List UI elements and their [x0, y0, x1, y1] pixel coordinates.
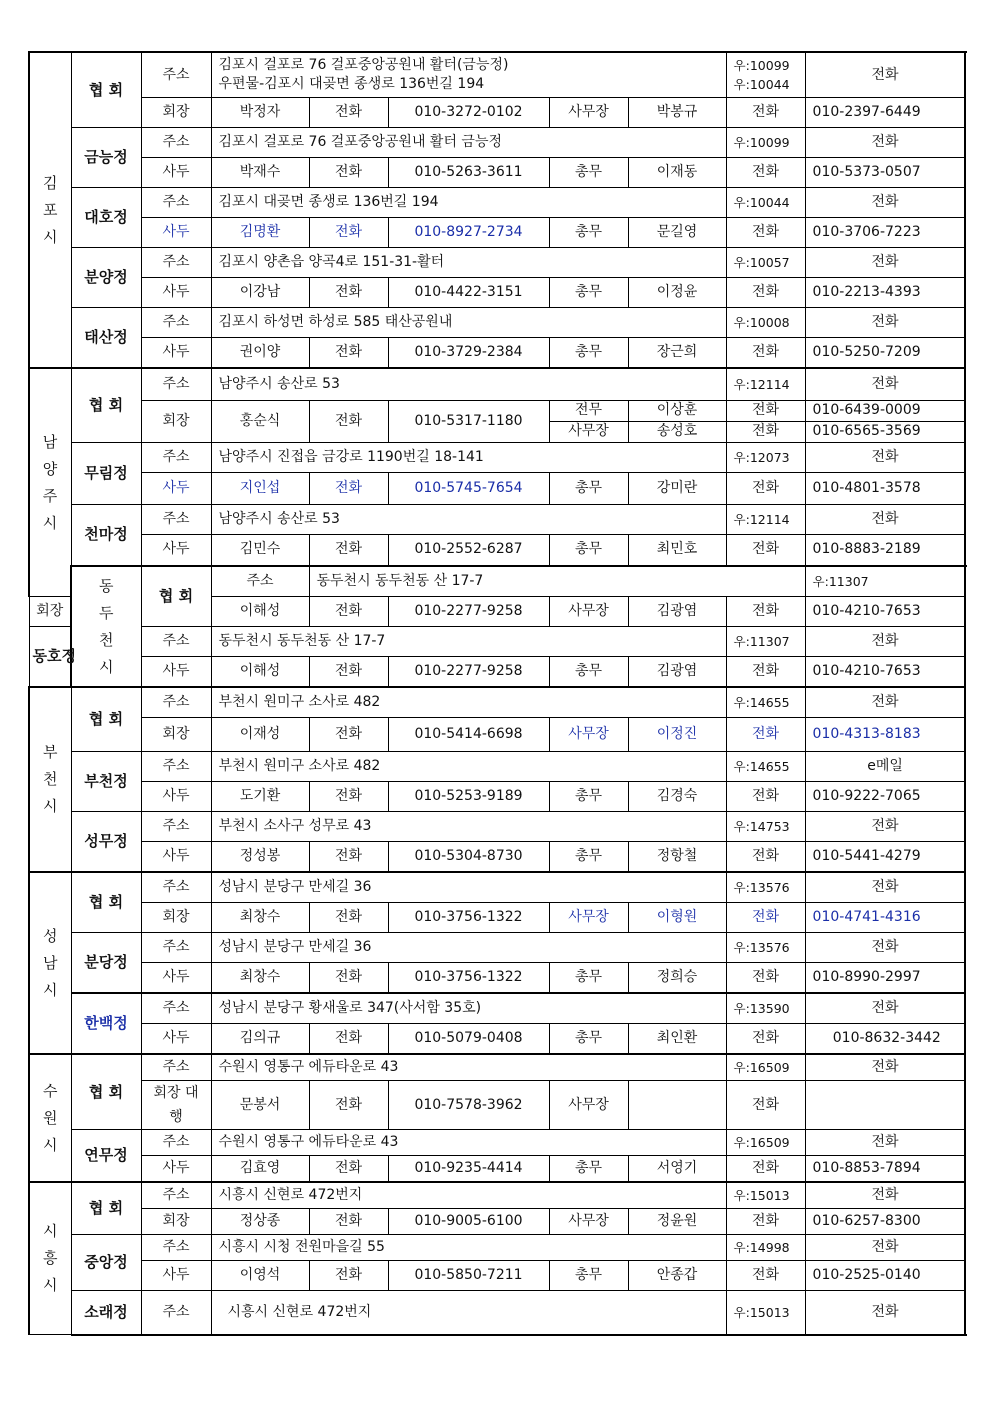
role: 총무: [549, 657, 628, 688]
address: 김포시 하성면 하성로 585 태산공원내: [211, 308, 726, 338]
mobile: 010-2277-9258: [388, 597, 549, 627]
address: 성남시 분당구 만세길 36: [211, 933, 726, 963]
person: 지인섭: [211, 472, 309, 504]
person: 김광염: [628, 597, 726, 627]
mobile: 010-5317-1180: [388, 400, 549, 442]
group-name: 천마정: [71, 504, 141, 566]
person: 김효영: [211, 1156, 309, 1183]
zip-code: 우:15013: [726, 1182, 805, 1209]
person: 이형원: [628, 903, 726, 933]
group-name: 협 회: [141, 566, 211, 627]
role: 사무장: [549, 597, 628, 627]
zip-code: 우:16509: [726, 1054, 805, 1081]
phone-label: 전화: [726, 472, 805, 504]
address-label: 주소: [141, 1130, 211, 1156]
address: 김포시 대곶면 종생로 136번길 194: [211, 188, 726, 218]
phone-label: 전화: [805, 1182, 965, 1209]
city-cell: 김포시: [29, 52, 71, 368]
phone-label: 전화: [805, 308, 965, 338]
address: 부천시 원미구 소사로 482: [211, 752, 726, 782]
person: 강미란: [628, 472, 726, 504]
phone-label: 전화: [726, 278, 805, 308]
role: 총무: [549, 1024, 628, 1055]
mobile: 010-8927-2734: [388, 218, 549, 248]
mobile: 010-2525-0140: [805, 1261, 965, 1291]
zip-code: 우:12073: [726, 442, 805, 472]
phone-label: 전화: [726, 1081, 805, 1130]
group-name: 대호정: [71, 188, 141, 248]
person: 박정자: [211, 98, 309, 128]
role: 총무: [549, 472, 628, 504]
address: 성남시 분당구 황새울로 347(사서함 35호): [211, 993, 726, 1024]
address: 시흥시 시청 전원마을길 55: [211, 1235, 726, 1261]
phone-label: 전화: [726, 782, 805, 812]
person: 정희승: [628, 963, 726, 994]
group-name: 협 회: [71, 1182, 141, 1235]
person: 이정윤: [628, 278, 726, 308]
city-cell: 동두천시: [71, 566, 141, 687]
person: 박재수: [211, 158, 309, 188]
person: 최인환: [628, 1024, 726, 1055]
role: 총무: [549, 963, 628, 994]
mobile: 010-4210-7653: [805, 657, 965, 688]
phone-label: 전화: [805, 687, 965, 718]
person: 박봉규: [628, 98, 726, 128]
phone-label: 전화: [726, 218, 805, 248]
address: 남양주시 송산로 53: [211, 368, 726, 400]
zip-code: 우:14753: [726, 812, 805, 842]
phone-label: 전화: [309, 597, 388, 627]
address: 동두천시 동두천동 산 17-7: [211, 627, 726, 657]
group-name: 금능정: [71, 128, 141, 188]
phone-label: 전화: [726, 718, 805, 752]
address-label: 주소: [141, 872, 211, 903]
role: 회장: [141, 1209, 211, 1235]
person: 문봉서: [211, 1081, 309, 1130]
phone-label: 전화: [309, 400, 388, 442]
phone-label: 전화: [309, 842, 388, 873]
phone-label: 전화: [309, 1081, 388, 1130]
person: 정상종: [211, 1209, 309, 1235]
group-name: 협 회: [71, 52, 141, 128]
city-cell: 성남시: [29, 872, 71, 1054]
zip-code: 우:10044: [726, 188, 805, 218]
person: 최창수: [211, 903, 309, 933]
role: 총무: [549, 1156, 628, 1183]
city-cell: 시흥시: [29, 1182, 71, 1335]
address-label: 주소: [141, 1054, 211, 1081]
person: 장근희: [628, 338, 726, 369]
mobile: 010-3272-0102: [388, 98, 549, 128]
address: 남양주시 송산로 53: [211, 504, 726, 534]
role: 사무장: [549, 718, 628, 752]
address: 남양주시 진접읍 금강로 1190번길 18-141: [211, 442, 726, 472]
mobile: 010-3756-1322: [388, 903, 549, 933]
mobile: 010-5304-8730: [388, 842, 549, 873]
phone-label: 전화: [805, 1054, 965, 1081]
address-label: 주소: [141, 1291, 211, 1335]
zip-code: 우:14998: [726, 1235, 805, 1261]
mobile: 010-2213-4393: [805, 278, 965, 308]
phone-label: 전화: [726, 597, 805, 627]
group-name: 부천정: [71, 752, 141, 812]
role: 회장: [141, 718, 211, 752]
group-name: 협 회: [71, 872, 141, 933]
mobile: 010-4210-7653: [805, 597, 965, 627]
phone-label: 전화: [805, 812, 965, 842]
mobile: 010-4741-4316: [805, 903, 965, 933]
phone-label: 전화: [805, 368, 965, 400]
mobile: 010-5079-0408: [388, 1024, 549, 1055]
person: 이상훈: [628, 400, 726, 421]
zip-code: 우:12114: [726, 368, 805, 400]
phone-label: 전화: [726, 657, 805, 688]
mobile: 010-5745-7654: [388, 472, 549, 504]
city-cell: 수원시: [29, 1054, 71, 1182]
mobile: 010-5250-7209: [805, 338, 965, 369]
mobile: 010-8883-2189: [805, 534, 965, 566]
zip-code: 우:10099 우:10044: [726, 52, 805, 98]
phone-label: 전화: [309, 1261, 388, 1291]
phone-label: 전화: [726, 1024, 805, 1055]
mobile: 010-6439-0009: [805, 400, 965, 421]
person: 김광염: [628, 657, 726, 688]
person: 이정진: [628, 718, 726, 752]
person: 홍순식: [211, 400, 309, 442]
phone-label: 전화: [309, 98, 388, 128]
phone-label: 전화: [726, 963, 805, 994]
mobile: 010-9235-4414: [388, 1156, 549, 1183]
phone-label: 전화: [309, 718, 388, 752]
phone-label: 전화: [309, 472, 388, 504]
phone-label: 전화: [726, 98, 805, 128]
phone-label: 전화: [805, 52, 965, 98]
person: 이강남: [211, 278, 309, 308]
address-label: 주소: [141, 368, 211, 400]
address-label: 주소: [211, 566, 309, 597]
role: 사두: [141, 218, 211, 248]
person: 김경숙: [628, 782, 726, 812]
person: 서영기: [628, 1156, 726, 1183]
phone-label: 전화: [309, 963, 388, 994]
person: 정항철: [628, 842, 726, 873]
person: 안종갑: [628, 1261, 726, 1291]
address-label: 주소: [141, 1182, 211, 1209]
role: 회장: [141, 400, 211, 442]
role: 사두: [141, 338, 211, 369]
address: 수원시 영통구 에듀타운로 43: [211, 1054, 726, 1081]
zip-code: 우:12114: [726, 504, 805, 534]
phone-label: 전화: [726, 1156, 805, 1183]
person: 이재성: [211, 718, 309, 752]
phone-label: 전화: [726, 1209, 805, 1235]
phone-label: 전화: [805, 1235, 965, 1261]
mobile: 010-4313-8183: [805, 718, 965, 752]
mobile: 010-5373-0507: [805, 158, 965, 188]
address: 동두천시 동두천동 산 17-7: [309, 566, 805, 597]
zip-code: 우:10008: [726, 308, 805, 338]
mobile: 010-2277-9258: [388, 657, 549, 688]
role: 총무: [549, 1261, 628, 1291]
group-name: 협 회: [71, 368, 141, 442]
phone-label: 전화: [726, 400, 805, 421]
phone-label: 전화: [805, 504, 965, 534]
group-name: 성무정: [71, 812, 141, 873]
zip-code: 우:13590: [726, 993, 805, 1024]
role: 회장: [29, 597, 71, 627]
mobile: 010-5441-4279: [805, 842, 965, 873]
mobile: 010-4801-3578: [805, 472, 965, 504]
group-name: 태산정: [71, 308, 141, 369]
address-label: 주소: [141, 627, 211, 657]
phone-label: 전화: [805, 128, 965, 158]
email-label: e메일: [805, 752, 965, 782]
zip-code: 우:10099: [726, 128, 805, 158]
role: 총무: [549, 782, 628, 812]
role: 총무: [549, 278, 628, 308]
address-label: 주소: [141, 933, 211, 963]
phone-label: 전화: [309, 534, 388, 566]
phone-label: 전화: [805, 1130, 965, 1156]
address: 성남시 분당구 만세길 36: [211, 872, 726, 903]
phone-label: 전화: [309, 657, 388, 688]
address: 수원시 영통구 에듀타운로 43: [211, 1130, 726, 1156]
person: [628, 1081, 726, 1130]
address: 부천시 원미구 소사로 482: [211, 687, 726, 718]
phone-label: 전화: [805, 248, 965, 278]
phone-label: 전화: [726, 903, 805, 933]
mobile: 010-8990-2997: [805, 963, 965, 994]
zip-code: 우:13576: [726, 933, 805, 963]
person: 문길영: [628, 218, 726, 248]
phone-label: 전화: [309, 903, 388, 933]
phone-label: 전화: [805, 993, 965, 1024]
phone-label: 전화: [726, 338, 805, 369]
mobile: 010-3706-7223: [805, 218, 965, 248]
mobile: 010-5263-3611: [388, 158, 549, 188]
mobile: 010-3756-1322: [388, 963, 549, 994]
person: 이영석: [211, 1261, 309, 1291]
phone-label: 전화: [726, 534, 805, 566]
address: 부천시 소사구 성무로 43: [211, 812, 726, 842]
person: 김민수: [211, 534, 309, 566]
group-name: 연무정: [71, 1130, 141, 1183]
role: 총무: [549, 158, 628, 188]
phone-label: 전화: [805, 933, 965, 963]
phone-label: 전화: [805, 627, 965, 657]
address-label: 주소: [141, 687, 211, 718]
role: 사무장: [549, 903, 628, 933]
group-name: 한백정: [71, 993, 141, 1054]
mobile: 010-9222-7065: [805, 782, 965, 812]
address-label: 주소: [141, 188, 211, 218]
phone-label: 전화: [726, 1261, 805, 1291]
person: 최민호: [628, 534, 726, 566]
phone-label: 전화: [726, 842, 805, 873]
person: 도기환: [211, 782, 309, 812]
person: 김명환: [211, 218, 309, 248]
phone-label: 전화: [309, 1024, 388, 1055]
role: 사두: [141, 1156, 211, 1183]
address-label: 주소: [141, 52, 211, 98]
address: 김포시 걸포로 76 걸포중앙공원내 활터 금능정: [211, 128, 726, 158]
mobile: 010-8632-3442: [805, 1024, 965, 1055]
role: 총무: [549, 218, 628, 248]
phone-label: 전화: [805, 1291, 965, 1335]
address-label: 주소: [141, 128, 211, 158]
address-label: 주소: [141, 504, 211, 534]
address-label: 주소: [141, 1235, 211, 1261]
address-label: 주소: [141, 812, 211, 842]
phone-label: 전화: [805, 442, 965, 472]
mobile: 010-7578-3962: [388, 1081, 549, 1130]
role: 사두: [141, 534, 211, 566]
zip-code: 우:10057: [726, 248, 805, 278]
city-cell: 남양주시: [29, 368, 71, 597]
role: 사두: [141, 158, 211, 188]
zip-code: 우:13576: [726, 872, 805, 903]
person: 이해성: [211, 597, 309, 627]
mobile: 010-3729-2384: [388, 338, 549, 369]
mobile: 010-6565-3569: [805, 421, 965, 442]
address-label: 주소: [141, 993, 211, 1024]
mobile: 010-9005-6100: [388, 1209, 549, 1235]
role: 회장: [141, 98, 211, 128]
role: 사무장: [549, 1081, 628, 1130]
city-cell: 부천시: [29, 687, 71, 872]
mobile: 010-5850-7211: [388, 1261, 549, 1291]
phone-label: 전화: [309, 782, 388, 812]
zip-code: 우:14655: [726, 687, 805, 718]
person: 정윤원: [628, 1209, 726, 1235]
role: 사무장: [549, 421, 628, 442]
person: 정성봉: [211, 842, 309, 873]
address-label: 주소: [141, 308, 211, 338]
role: 사무장: [549, 98, 628, 128]
role: 사두: [141, 842, 211, 873]
mobile: 010-2397-6449: [805, 98, 965, 128]
mobile: 010-4422-3151: [388, 278, 549, 308]
role: 사두: [141, 782, 211, 812]
phone-label: 전화: [309, 1209, 388, 1235]
role: 사두: [141, 657, 211, 688]
role: 총무: [549, 842, 628, 873]
mobile: 010-6257-8300: [805, 1209, 965, 1235]
group-name: 중앙정: [71, 1235, 141, 1291]
group-name: 협 회: [71, 1054, 141, 1130]
person: 이해성: [211, 657, 309, 688]
mobile: 010-8853-7894: [805, 1156, 965, 1183]
person: 김의규: [211, 1024, 309, 1055]
address-label: 주소: [141, 752, 211, 782]
role: 사두: [141, 472, 211, 504]
address: 김포시 걸포로 76 걸포중앙공원내 활터(금능정) 우편물-김포시 대곶면 종생로 136번길 194: [211, 52, 726, 98]
role: 총무: [549, 534, 628, 566]
person: 권이양: [211, 338, 309, 369]
phone-label: 전화: [805, 188, 965, 218]
zip-code: 우:14655: [726, 752, 805, 782]
group-name: 분당정: [71, 933, 141, 994]
group-name: 무림정: [71, 442, 141, 504]
address: 김포시 양촌읍 양곡4로 151-31-활터: [211, 248, 726, 278]
phone-label: 전화: [309, 218, 388, 248]
role: 전무: [549, 400, 628, 421]
phone-label: 전화: [726, 421, 805, 442]
phone-label: 전화: [309, 338, 388, 369]
role: 사두: [141, 1024, 211, 1055]
zip-code: 우:11307: [726, 627, 805, 657]
phone-label: 전화: [805, 872, 965, 903]
mobile: [805, 1081, 965, 1130]
group-name: 분양정: [71, 248, 141, 308]
directory-table: [28, 51, 966, 1336]
role: 사무장: [549, 1209, 628, 1235]
group-name: 소래정: [71, 1291, 141, 1335]
role: 총무: [549, 338, 628, 369]
phone-label: 전화: [309, 1156, 388, 1183]
address: 시흥시 신현로 472번지: [211, 1291, 726, 1335]
zip-code: 우:11307: [805, 566, 965, 597]
mobile: 010-5253-9189: [388, 782, 549, 812]
person: 최창수: [211, 963, 309, 994]
mobile: 010-2552-6287: [388, 534, 549, 566]
person: 송성호: [628, 421, 726, 442]
address-label: 주소: [141, 442, 211, 472]
mobile: 010-5414-6698: [388, 718, 549, 752]
person: 이재동: [628, 158, 726, 188]
role: 사두: [141, 963, 211, 994]
phone-label: 전화: [309, 158, 388, 188]
phone-label: 전화: [726, 158, 805, 188]
role: 회장 대행: [141, 1081, 211, 1130]
group-name: 동호정: [29, 627, 71, 688]
phone-label: 전화: [309, 278, 388, 308]
role: 사두: [141, 1261, 211, 1291]
address: 시흥시 신현로 472번지: [211, 1182, 726, 1209]
zip-code: 우:15013: [726, 1291, 805, 1335]
group-name: 협 회: [71, 687, 141, 752]
address-label: 주소: [141, 248, 211, 278]
role: 사두: [141, 278, 211, 308]
role: 회장: [141, 903, 211, 933]
zip-code: 우:16509: [726, 1130, 805, 1156]
